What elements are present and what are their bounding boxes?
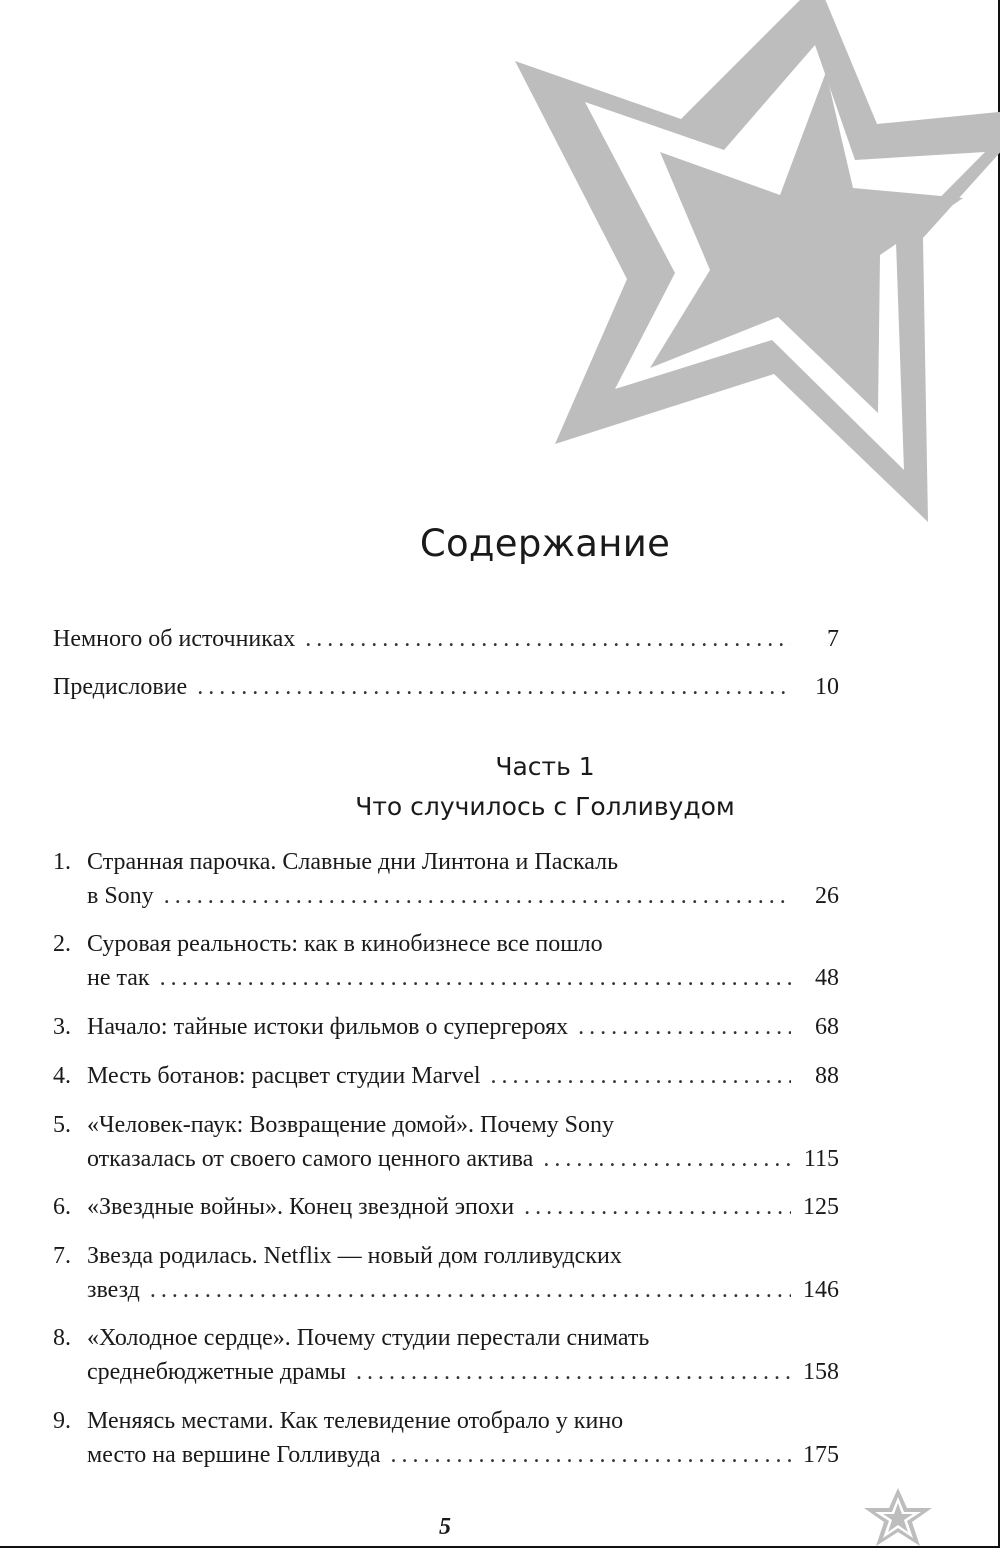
toc-entry-text: не так [87,965,150,991]
dot-leader [524,1190,791,1224]
chapter-number: 7. [53,1243,71,1269]
large-star-outline-icon [0,0,1000,560]
chapter-number: 4. [53,1063,71,1089]
toc-entry-text: «Звездные войны». Конец звездной эпохи [87,1194,515,1220]
toc-entry-chapter-6[interactable] [53,1190,839,1224]
dot-leader [543,1142,791,1176]
dot-leader [164,879,791,913]
dot-leader [578,1010,791,1044]
chapter-number: 6. [53,1194,71,1220]
toc-page-number: 158 [803,1359,839,1385]
chapter-number: 5. [53,1112,71,1138]
chapter-number: 1. [53,849,71,875]
toc-entry-sources[interactable] [53,622,839,656]
toc-entry-text: Предисловие [53,674,188,700]
toc-entry-text: «Человек-паук: Возвращение домой». Почему Sony [87,1112,615,1138]
toc-entry-chapter-9[interactable] [53,1404,839,1472]
toc-page-number: 88 [815,1063,839,1089]
small-star-outline-icon [862,1488,934,1548]
toc-entry-text: Немного об источниках [53,626,296,652]
toc-entry-preface[interactable] [53,670,839,704]
toc-page-number: 115 [803,1146,839,1172]
toc-page-number: 146 [803,1277,839,1303]
chapter-number: 9. [53,1408,71,1434]
toc-entry-text: звезд [87,1277,140,1303]
dot-leader [305,622,791,656]
toc-entry-chapter-5[interactable] [53,1108,839,1176]
toc-entry-text: Суровая реальность: как в кинобизнесе все пошло [87,931,603,957]
toc-entry-chapter-4[interactable] [53,1059,839,1093]
toc-page-number: 48 [815,965,839,991]
toc-entry-text: Меняясь местами. Как телевидение отобрало у кино [87,1408,624,1434]
chapter-number: 8. [53,1325,71,1351]
dot-leader [356,1355,791,1389]
toc-page-number: 68 [815,1014,839,1040]
dot-leader [160,961,791,995]
toc-entry-text: место на вершине Голливуда [87,1442,381,1468]
toc-entry-chapter-3[interactable] [53,1010,839,1044]
toc-entry-chapter-8[interactable] [53,1321,839,1389]
toc-entry-text: в Sony [87,883,154,909]
toc-entry-chapter-7[interactable] [53,1239,839,1307]
toc-entry-text: «Холодное сердце». Почему студии перестали снимать [87,1325,650,1351]
page-title: Содержание [419,522,671,565]
toc-entry-text: среднебюджетные драмы [87,1359,347,1385]
toc-entry-chapter-1[interactable] [53,845,839,913]
toc-entry-chapter-2[interactable] [53,927,839,995]
dot-leader [150,1273,791,1307]
chapter-number: 2. [53,931,71,957]
dot-leader [491,1059,791,1093]
part-subtitle: Что случилось с Голливудом [355,792,735,821]
toc-entry-text: Месть ботанов: расцвет студии Marvel [87,1063,481,1089]
toc-page-number: 125 [803,1194,839,1220]
dot-leader [197,670,791,704]
chapter-number: 3. [53,1014,71,1040]
page-number: 5 [439,1514,451,1540]
toc-page-number: 7 [827,626,839,652]
toc-entry-text: Начало: тайные истоки фильмов о супергероях [87,1014,569,1040]
part-label: Часть 1 [495,752,595,781]
toc-page-number: 10 [815,674,839,700]
toc-entry-text: отказалась от своего самого ценного актива [87,1146,534,1172]
toc-page-number: 175 [803,1442,839,1468]
toc-entry-text: Звезда родилась. Netflix — новый дом голливудских [87,1243,622,1269]
dot-leader [391,1438,791,1472]
toc-page-number: 26 [815,883,839,909]
toc-entry-text: Странная парочка. Славные дни Линтона и Паскаль [87,849,619,875]
